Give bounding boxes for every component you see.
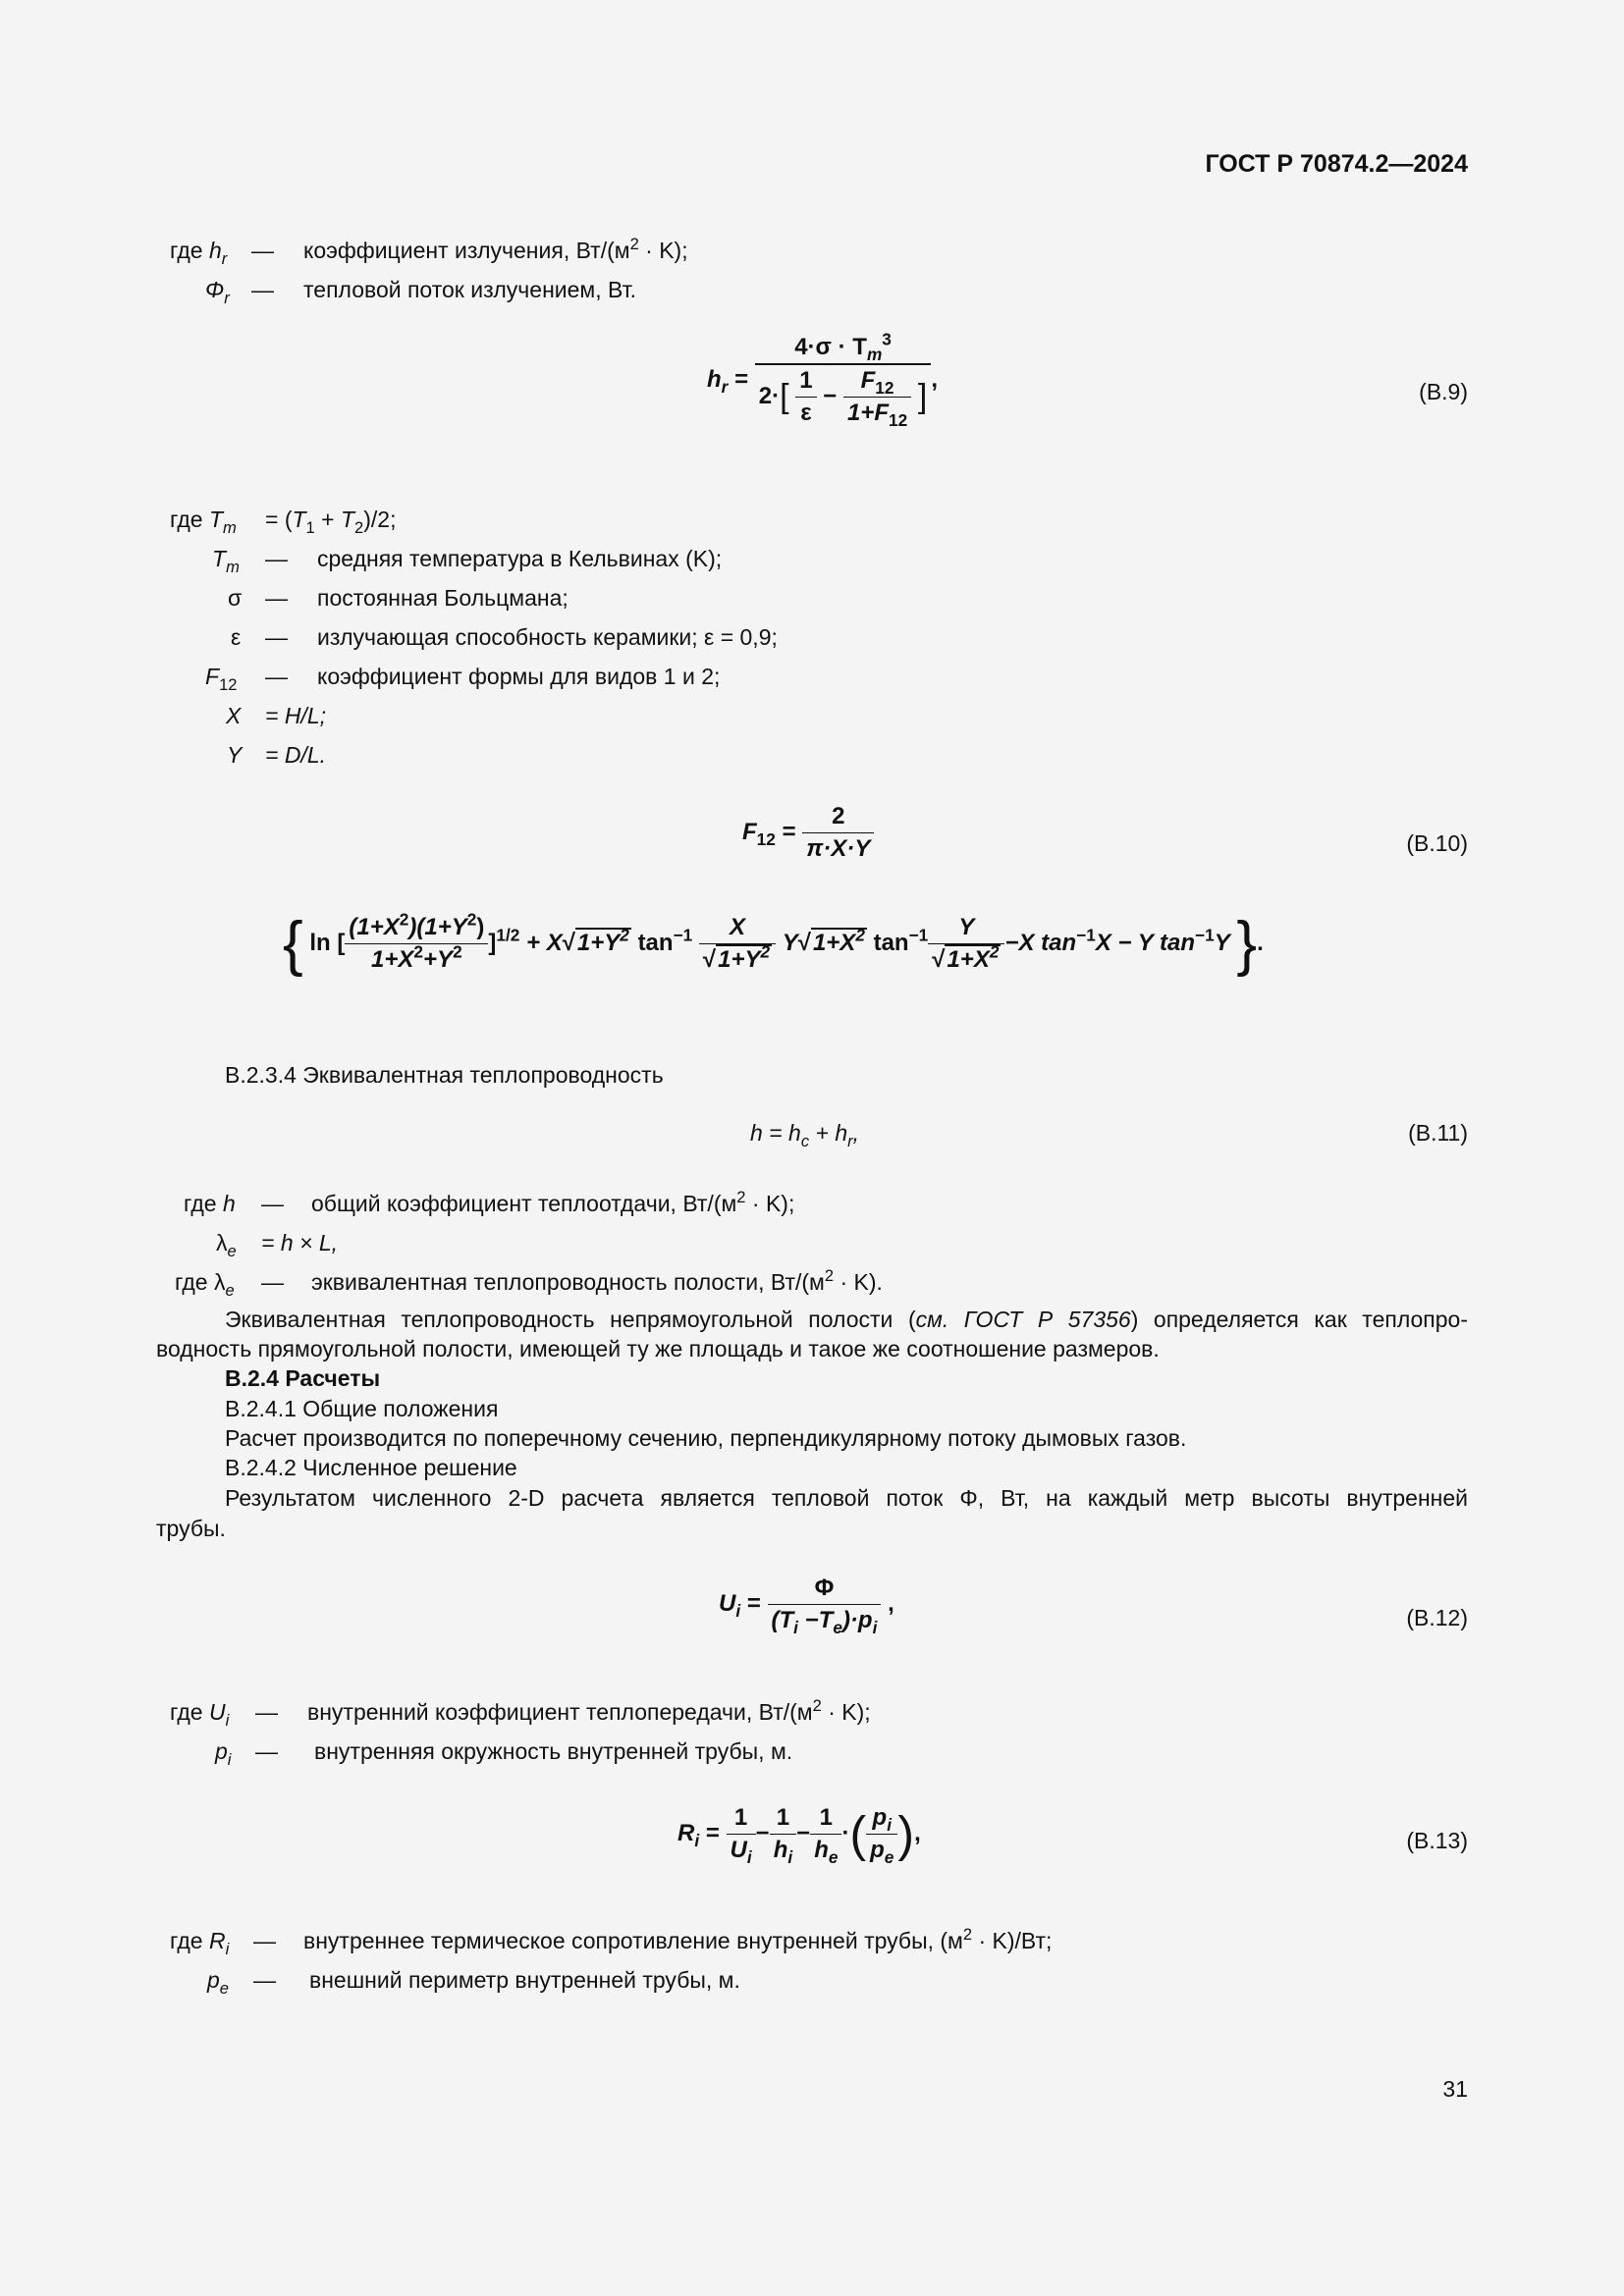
equation-number: (В.10) — [1406, 830, 1468, 856]
dash: — — [255, 1738, 278, 1764]
definition-symbol: Y — [227, 742, 243, 768]
definition-row: где $R_i$ — [170, 1928, 230, 1958]
paragraph-line: Эквивалентная теплопроводность непрямоугольной полости (см. ГОСТ Р 57356) определяется как теплопро- — [225, 1307, 1468, 1332]
equation-number: (В.9) — [1419, 379, 1468, 404]
definition-symbol: $F_{12}$ — [205, 664, 238, 694]
definition-text: внутренняя окружность внутренней трубы, м. — [314, 1738, 793, 1764]
definition-row: где $T_m$ — [170, 507, 237, 537]
dash: — — [251, 238, 274, 263]
definition-row: где $U_i$ — [170, 1699, 230, 1730]
dash: — — [251, 277, 274, 302]
dash: — — [255, 1699, 278, 1725]
dash: — — [261, 1269, 284, 1295]
dash: — — [265, 585, 288, 611]
definition-symbol: $T_m$ — [212, 546, 240, 576]
paragraph-line: Результатом численного 2-D расчета является тепловой поток Φ, Вт, на каждый метр высоты внутренней — [225, 1485, 1468, 1511]
definition-row: где h — [184, 1191, 236, 1216]
section-heading: В.2.4.2 Численное решение — [225, 1455, 517, 1480]
definition-text: общий коэффициент теплоотдачи, $Вт/(м^2 \cdot K)$; — [311, 1187, 795, 1216]
paragraph-line: водность прямоугольной полости, имеющей ту же площадь и такое же соотношение размеров. — [156, 1336, 1160, 1362]
section-heading: В.2.4.1 Общие положения — [225, 1396, 499, 1421]
equation-number: (В.13) — [1406, 1828, 1468, 1853]
dash: — — [265, 664, 288, 689]
document-header: ГОСТ Р 70874.2—2024 — [1205, 150, 1468, 178]
equation-b10: $F_{12}$ = $\frac{2}{\pi\cdot X\cdot Y}$ — [742, 803, 874, 863]
definition-text: эквивалентная теплопроводность полости, $Вт/(м^2 \cdot K)$. — [311, 1265, 883, 1295]
definition-text: излучающая способность керамики; ε = 0,9; — [317, 624, 778, 650]
definition-text: = D/L. — [265, 742, 327, 768]
definition-text: внутреннее термическое сопротивление внутренней трубы, $(м^2 \cdot K)/Вт$; — [303, 1924, 1053, 1953]
definition-text: постоянная Больцмана; — [317, 585, 568, 611]
definition-text: тепловой поток излучением, Вт. — [303, 277, 636, 302]
equation-number: (В.12) — [1406, 1605, 1468, 1630]
definition-text: средняя температура в Кельвинах (K); — [317, 546, 723, 571]
definition-symbol: $p_i$ — [215, 1738, 232, 1769]
definition-text: = h × L, — [261, 1230, 339, 1255]
dash: — — [265, 546, 288, 571]
definition-text: = $(T_1 + T_2)/2$; — [265, 507, 397, 537]
definition-text: = H/L; — [265, 703, 327, 728]
page-number: 31 — [1442, 2076, 1468, 2102]
paragraph-line: Расчет производится по поперечному сечению, перпендикулярному потоку дымовых газов. — [225, 1425, 1187, 1451]
equation-number: (В.11) — [1408, 1120, 1468, 1146]
definition-symbol: $\Phi_r$ — [205, 277, 230, 307]
definition-symbol: ε — [231, 624, 242, 650]
equation-b11: $h = h_c + h_r$, — [750, 1120, 860, 1150]
definition-text: коэффициент излучения, $Вт/(м^2 \cdot K)$; — [303, 234, 688, 263]
fraction: $4\cdot\sigma \cdot T_m^3$ 2·[ $\frac{1}{\varepsilon}$ − $\frac{F_{12}}{1+F_{12}}$ ] — [755, 334, 932, 427]
equation-b10-expansion: { ln [ $\frac{(1+X^2)(1+Y^2)}{1+X^2+Y^2}$ ]$^{1/2} + X√1+Y^2$ $\tan^{-1}$ $\frac{X}{√1+Y^2}$ $Y√1+X^2$ $\tan^{-1}$ $\frac{Y}{√1+X^2}$ −X $\tan^{-1}X - Y$ $\tan^{-1}Y$ }. — [283, 909, 1264, 978]
definition-symbol: $\lambda_e$ — [216, 1230, 237, 1260]
dash: — — [253, 1967, 276, 1993]
definition-row: где $h_r$ — [170, 238, 228, 268]
dash: — — [265, 624, 288, 650]
equation-b13: $R_i$ = $\frac{1}{U_i}$ − $\frac{1}{h_i}$ − $\frac{1}{h_e}$ ·( $\frac{p_i}{p_e}$ ), — [677, 1804, 921, 1868]
definition-row: где $\lambda_e$ — [175, 1269, 235, 1300]
definition-text: внешний периметр внутренней трубы, м. — [309, 1967, 740, 1993]
dash: — — [253, 1928, 276, 1953]
equation-b9: $h_r$ = $4\cdot\sigma \cdot T_m^3$ 2·[ $\frac{1}{\varepsilon}$ − $\frac{F_{12}}{1+F_{12}}$ ] , — [707, 329, 938, 431]
definition-text: внутренний коэффициент теплопередачи, $Вт/(м^2 \cdot K)$; — [307, 1695, 871, 1725]
equation-b12: $U_i$ = $\frac{\Phi}{(T_i -T_e)\cdot p_i}$ , — [719, 1575, 894, 1638]
dash: — — [261, 1191, 284, 1216]
definition-text: коэффициент формы для видов 1 и 2; — [317, 664, 721, 689]
definition-symbol: $p_e$ — [207, 1967, 229, 1998]
section-heading: В.2.3.4 Эквивалентная теплопроводность — [225, 1062, 664, 1088]
section-heading: В.2.4 Расчеты — [225, 1365, 381, 1391]
paragraph-line: трубы. — [156, 1516, 226, 1541]
definition-symbol: X — [226, 703, 242, 728]
definition-symbol: σ — [228, 585, 243, 611]
